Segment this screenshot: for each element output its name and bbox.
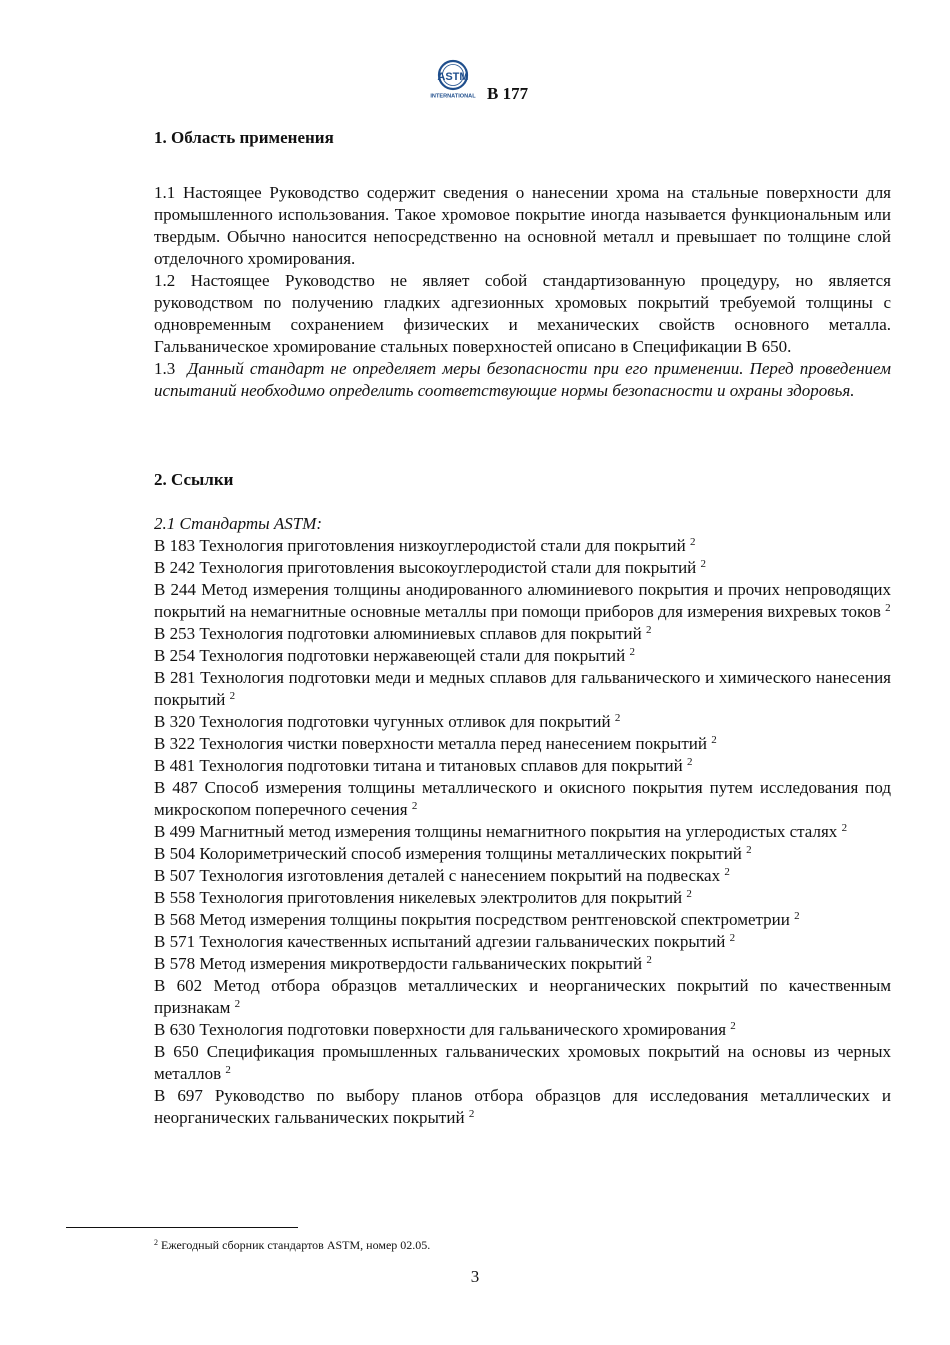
reference-text: В 499 Магнитный метод измерения толщины немагнитного покрытия на углеродистых сталях bbox=[154, 822, 838, 841]
footnote-marker: 2 bbox=[229, 690, 236, 702]
reference-text: В 244 Метод измерения толщины анодированного алюминиевого покрытия и прочих непроводящих покрытий на немагнитные основные металлы при помощи приборов для измерения вихревых токов bbox=[154, 580, 891, 621]
reference-item bbox=[154, 887, 891, 909]
standard-number: B 177 bbox=[487, 84, 529, 103]
reference-item bbox=[154, 755, 891, 777]
footnote-separator bbox=[66, 1227, 298, 1228]
footnote-marker: 2 bbox=[614, 712, 621, 724]
reference-item bbox=[154, 865, 891, 887]
footnote-marker: 2 bbox=[686, 888, 692, 900]
paragraph-1-3-number: 1.3 bbox=[154, 359, 176, 378]
footnote-marker: 2 bbox=[687, 756, 693, 768]
reference-item bbox=[154, 1085, 891, 1129]
reference-text: В 183 Технология приготовления низкоуглеродистой стали для покрытий bbox=[154, 536, 686, 555]
footnote bbox=[154, 1238, 430, 1252]
section-1-title: 1. Область применения bbox=[154, 128, 334, 147]
footnote-number: 2 bbox=[154, 1238, 158, 1247]
reference-text: В 602 Метод отбора образцов металлических и неорганических покрытий по качественным признакам bbox=[154, 976, 891, 1017]
reference-item bbox=[154, 711, 891, 733]
reference-text: В 558 Технология приготовления никелевых электролитов для покрытий bbox=[154, 888, 683, 907]
reference-item bbox=[154, 843, 891, 865]
reference-item bbox=[154, 645, 891, 667]
reference-item bbox=[154, 909, 891, 931]
footnote-marker: 2 bbox=[729, 932, 736, 944]
reference-text: В 254 Технология подготовки нержавеющей стали для покрытий bbox=[154, 646, 626, 665]
section-2-1-subtitle: 2.1 Стандарты ASTM: bbox=[154, 514, 323, 533]
reference-item bbox=[154, 953, 891, 975]
reference-text: В 320 Технология подготовки чугунных отливок для покрытий bbox=[154, 712, 611, 731]
reference-text: В 253 Технология подготовки алюминиевых сплавов для покрытий bbox=[154, 624, 642, 643]
reference-text: В 578 Метод измерения микротвердости гальванических покрытий bbox=[154, 954, 643, 973]
reference-text: В 242 Технология приготовления высокоуглеродистой стали для покрытий bbox=[154, 558, 697, 577]
logo-letters: ASTM bbox=[437, 71, 469, 83]
footnote-marker: 2 bbox=[225, 1064, 231, 1076]
logo-subtext: INTERNATIONAL bbox=[430, 93, 476, 100]
footnote-marker: 2 bbox=[885, 602, 891, 614]
paragraph-1-3-text: Данный стандарт не определяет меры безопасности при его применении. Перед проведением испытаний необходимо определить соответствующие нормы безопасности и охраны здоровья. bbox=[154, 359, 892, 400]
reference-text: В 487 Способ измерения толщины металлического и окисного покрытия путем исследования под микроскопом поперечного сечения bbox=[154, 778, 891, 819]
reference-text: В 571 Технология качественных испытаний адгезии гальванических покрытий bbox=[154, 932, 726, 951]
paragraph-1-3 bbox=[154, 358, 891, 402]
reference-text: В 481 Технология подготовки титана и титановых сплавов для покрытий bbox=[154, 756, 683, 775]
footnote-marker: 2 bbox=[724, 866, 730, 878]
footnote-marker: 2 bbox=[234, 998, 241, 1010]
footnote-marker: 2 bbox=[411, 800, 418, 812]
section-1-body bbox=[154, 182, 891, 402]
paragraph-1-2: 1.2 Настоящее Руководство не являет собой стандартизованную процедуру, но является руководством по получению гладких адгезионных хромовых покрытий требуемой толщины с одновременным сохранением физических и механических свойств основного металла. Гальваническое хромирование стальных поверхностей описано в Спецификации В 650. bbox=[154, 271, 891, 356]
footnote-marker: 2 bbox=[689, 536, 696, 548]
footnote-marker: 2 bbox=[468, 1108, 475, 1120]
astm-logo bbox=[428, 58, 478, 100]
reference-text: В 281 Технология подготовки меди и медных сплавов для гальванического и химического нанесения покрытий bbox=[154, 668, 891, 709]
reference-item bbox=[154, 579, 891, 623]
reference-text: В 568 Метод измерения толщины покрытия посредством рентгеновской спектрометрии bbox=[154, 910, 790, 929]
footnote-text: Ежегодный сборник стандартов ASTM, номер 02.05. bbox=[161, 1238, 431, 1252]
reference-item bbox=[154, 1041, 891, 1085]
section-2-body bbox=[154, 513, 891, 1129]
footnote-marker: 2 bbox=[645, 624, 652, 636]
reference-item bbox=[154, 557, 891, 579]
reference-item bbox=[154, 931, 891, 953]
footnote-marker: 2 bbox=[794, 910, 800, 922]
reference-text: В 504 Колориметрический способ измерения толщины металлических покрытий bbox=[154, 844, 742, 863]
footnote-marker: 2 bbox=[700, 558, 707, 570]
footnote-marker: 2 bbox=[646, 954, 652, 966]
paragraph-1-1: 1.1 Настоящее Руководство содержит сведения о нанесении хрома на стальные поверхности для промышленного использования. Такое хромовое покрытие иногда называется функциональным или твердым. Обычно наносится непосредственно на основной металл и превышает по толщине слой отделочного хромирования. bbox=[154, 183, 891, 268]
page-number: 3 bbox=[470, 1267, 480, 1286]
footnote-marker: 2 bbox=[629, 646, 635, 658]
reference-text: В 630 Технология подготовки поверхности для гальванического хромирования bbox=[154, 1020, 727, 1039]
reference-item bbox=[154, 777, 891, 821]
footnote-marker: 2 bbox=[730, 1020, 736, 1032]
reference-item bbox=[154, 975, 891, 1019]
reference-item bbox=[154, 667, 891, 711]
footnote-marker: 2 bbox=[841, 822, 848, 834]
reference-text: В 650 Спецификация промышленных гальванических хромовых покрытий на основы из черных металлов bbox=[154, 1042, 891, 1083]
footnote-marker: 2 bbox=[746, 844, 752, 856]
reference-item bbox=[154, 623, 891, 645]
reference-item bbox=[154, 733, 891, 755]
section-2-title: 2. Ссылки bbox=[154, 470, 234, 489]
reference-text: В 322 Технология чистки поверхности металла перед нанесением покрытий bbox=[154, 734, 707, 753]
page-header bbox=[428, 58, 568, 104]
reference-item bbox=[154, 821, 891, 843]
reference-text: В 697 Руководство по выбору планов отбора образцов для исследования металлических и неорганических гальванических покрытий bbox=[154, 1086, 891, 1127]
reference-item bbox=[154, 535, 891, 557]
reference-text: В 507 Технология изготовления деталей с нанесением покрытий на подвесках bbox=[154, 866, 721, 885]
reference-item bbox=[154, 1019, 891, 1041]
footnote-marker: 2 bbox=[711, 734, 717, 746]
